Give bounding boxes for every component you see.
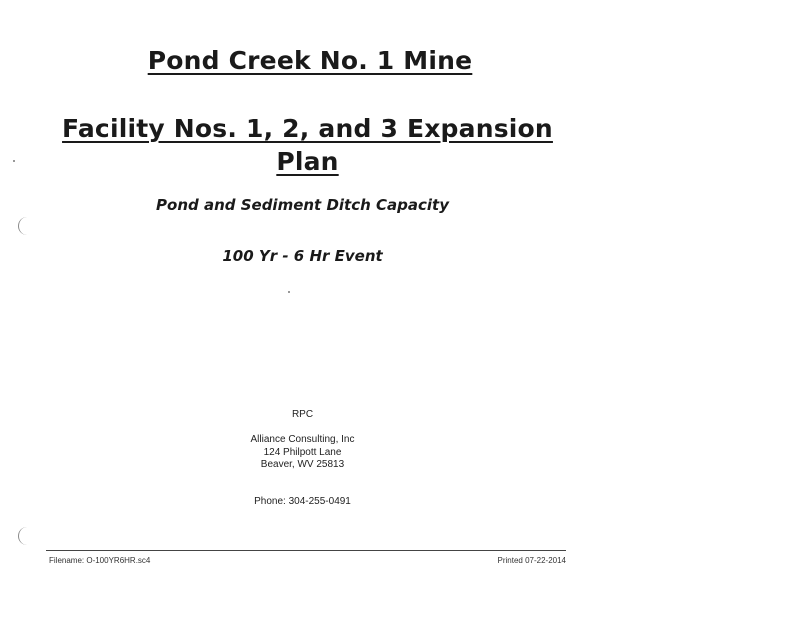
punch-hole-mark — [18, 217, 33, 235]
client-label: RPC — [291, 409, 314, 420]
plan-title-line-2: Plan — [276, 147, 339, 176]
event-label: 100 Yr - 6 Hr Event — [222, 247, 383, 265]
footer-filename: Filename: O-100YR6HR.sc4 — [49, 556, 151, 565]
scan-speck — [288, 291, 290, 293]
city-state-zip: Beaver, WV 25813 — [260, 459, 345, 470]
street-address: 124 Philpott Lane — [263, 446, 342, 458]
footer-printed-date: Printed 07-22-2014 — [497, 556, 566, 565]
plan-title-line-1: Facility Nos. 1, 2, and 3 Expansion — [62, 114, 553, 143]
footer-divider — [46, 550, 566, 551]
preparer-address — [150, 434, 455, 472]
phone-number: Phone: 304-255-0491 — [254, 496, 351, 507]
plan-title — [55, 112, 560, 178]
company-name: Alliance Consulting, Inc — [250, 434, 355, 445]
punch-hole-mark — [18, 527, 33, 545]
scan-speck — [13, 160, 15, 162]
document-title: Pond Creek No. 1 Mine — [147, 46, 473, 75]
document-subtitle: Pond and Sediment Ditch Capacity — [156, 196, 449, 214]
